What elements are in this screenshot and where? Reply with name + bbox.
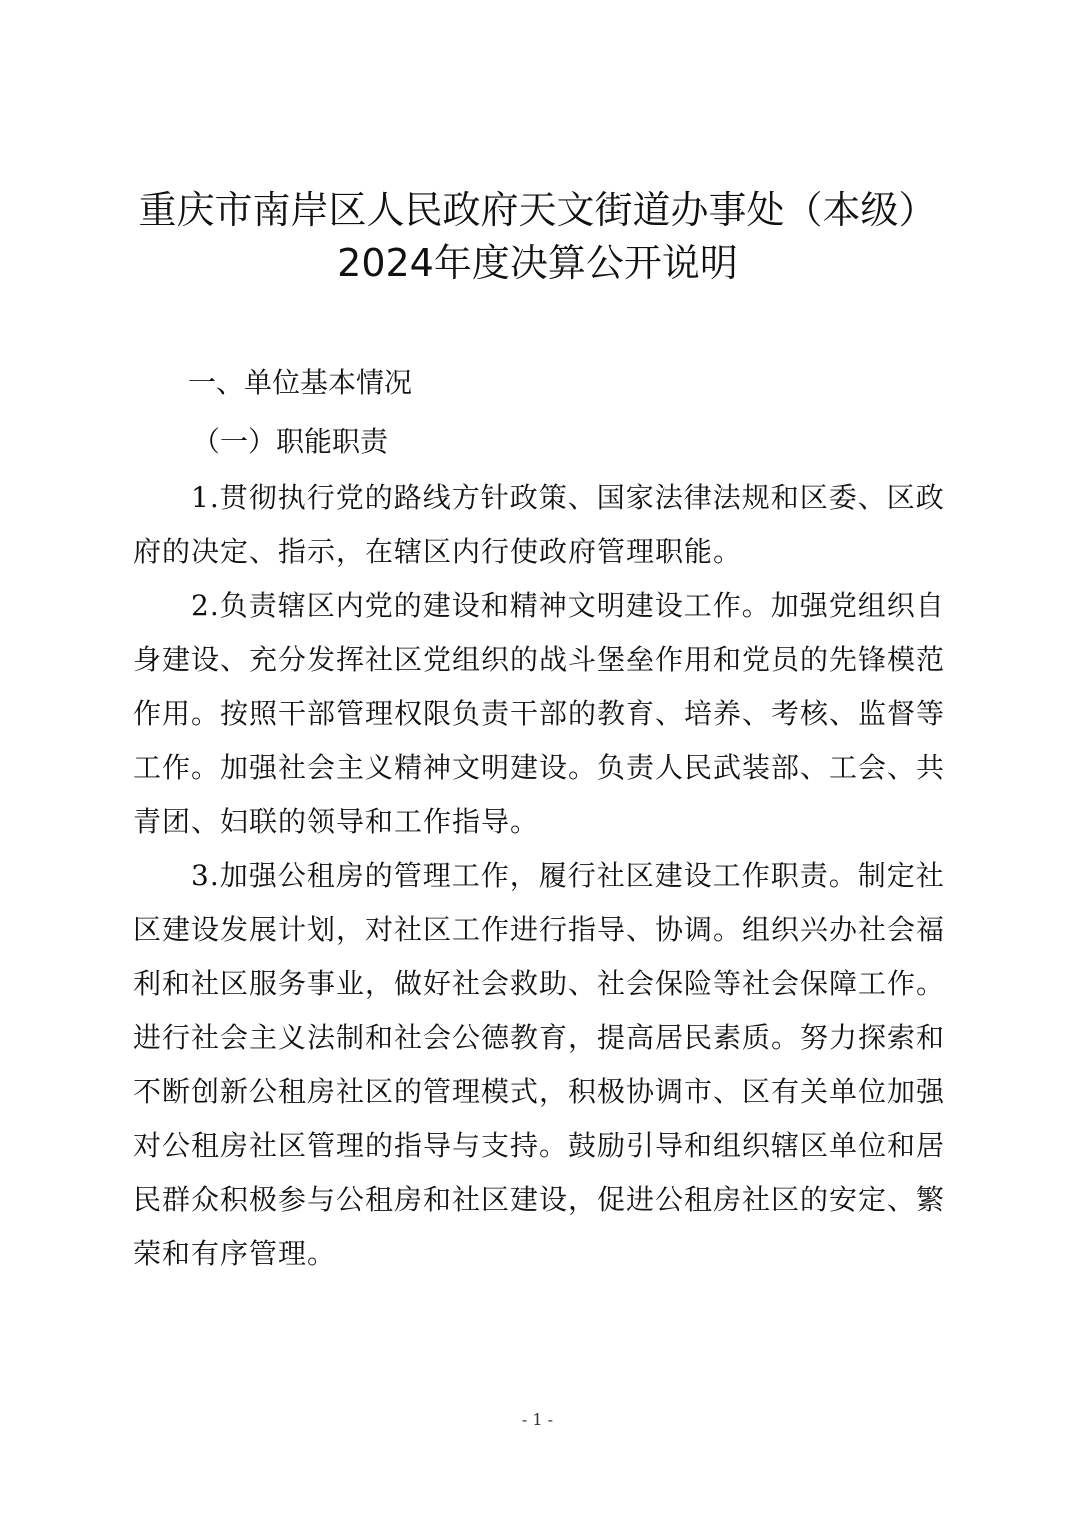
document-title-line-1: 重庆市南岸区人民政府天文街道办事处（本级） (138, 188, 937, 232)
page-number: - 1 - (521, 1410, 554, 1429)
paragraph-line: 不断创新公租房社区的管理模式，积极协调市、区有关单位加强 (133, 1075, 946, 1108)
paragraph-line: 青团、妇联的领导和工作指导。 (133, 805, 540, 838)
paragraph-line: 1.贯彻执行党的路线方针政策、国家法律法规和区委、区政 (191, 481, 945, 514)
paragraph-line: 身建设、充分发挥社区党组织的战斗堡垒作用和党员的先锋模范 (133, 643, 946, 676)
paragraph-line: 民群众积极参与公租房和社区建设，促进公租房社区的安定、繁 (133, 1183, 946, 1216)
document-title-line-2: 2024年度决算公开说明 (337, 241, 738, 285)
paragraph-line: 工作。加强社会主义精神文明建设。负责人民武装部、工会、共 (133, 751, 946, 784)
paragraph-line: 进行社会主义法制和社会公德教育，提高居民素质。努力探索和 (133, 1021, 946, 1054)
paragraph-line: 利和社区服务事业，做好社会救助、社会保险等社会保障工作。 (133, 967, 946, 1000)
paragraph-line: 3.加强公租房的管理工作，履行社区建设工作职责。制定社 (191, 859, 945, 892)
paragraph-line: 作用。按照干部管理权限负责干部的教育、培养、考核、监督等 (133, 697, 946, 730)
paragraph-line: 府的决定、指示，在辖区内行使政府管理职能。 (133, 535, 743, 568)
section-heading: 一、单位基本情况 (188, 366, 413, 399)
document-body (133, 471, 946, 1281)
paragraph-line: 区建设发展计划，对社区工作进行指导、协调。组织兴办社会福 (133, 913, 946, 946)
paragraph-line: 荣和有序管理。 (133, 1237, 337, 1270)
paragraph-line: 对公租房社区管理的指导与支持。鼓励引导和组织辖区单位和居 (133, 1129, 946, 1162)
paragraph-line: 2.负责辖区内党的建设和精神文明建设工作。加强党组织自 (191, 589, 945, 622)
subsection-heading: （一）职能职责 (192, 425, 389, 458)
